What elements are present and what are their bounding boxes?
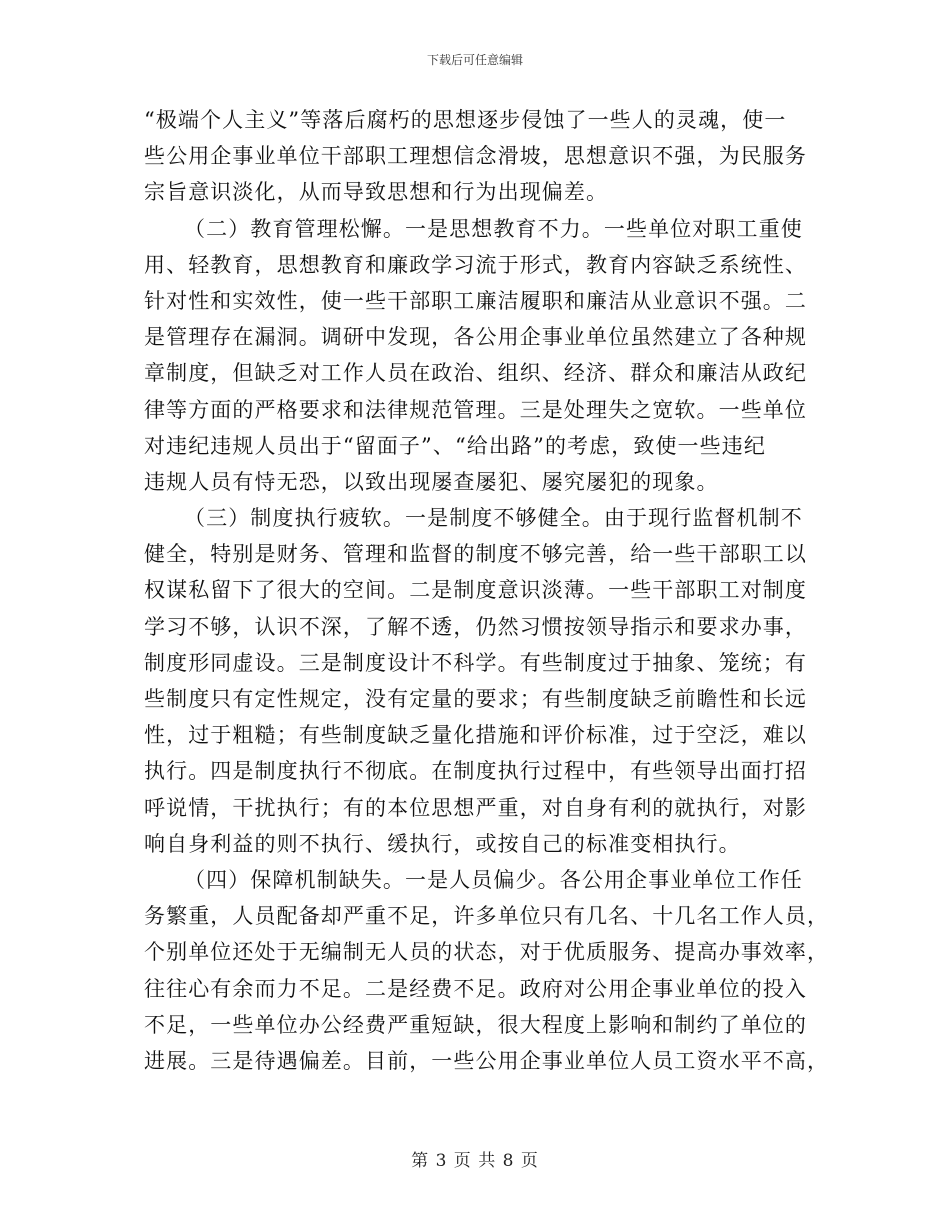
text-line: 性，过于粗糙；有些制度缺乏量化措施和评价标准，过于空泛，难以 [144, 723, 807, 748]
text-line: 权谋私留下了很大的空间。二是制度意识淡薄。一些干部职工对制度 [144, 578, 807, 603]
text-line: 制度形同虚设。三是制度设计不科学。有些制度过于抽象、笼统；有 [144, 650, 807, 675]
text-line: 健全，特别是财务、管理和监督的制度不够完善，给一些干部职工以 [144, 542, 807, 567]
paragraph-first-line: （二）教育管理松懈。一是思想教育不力。一些单位对职工重使 [184, 216, 803, 241]
text-line: 学习不够，认识不深，了解不透，仍然习惯按领导指示和要求办事， [144, 614, 807, 639]
paragraph-first-line: （四）保障机制缺失。一是人员偏少。各公用企事业单位工作任 [184, 867, 803, 892]
page-header-note: 下载后可任意编辑 [426, 53, 523, 67]
text-line: 进展。三是待遇偏差。目前，一些公用企事业单位人员工资水平不高， [144, 1048, 830, 1073]
text-line: 对违纪违规人员出于“留面子”、“给出路”的考虑，致使一些违纪 [144, 433, 766, 458]
text-line: 呼说情，干扰执行；有的本位思想严重，对自身有利的就执行，对影 [144, 795, 807, 820]
text-line: 律等方面的严格要求和法律规范管理。三是处理失之宽软。一些单位 [144, 397, 807, 422]
text-line: 用、轻教育，思想教育和廉政学习流于形式，教育内容缺乏系统性、 [144, 252, 807, 277]
text-line: “极端个人主义”等落后腐朽的思想逐步侵蚀了一些人的灵魂，使一 [144, 108, 787, 132]
text-line: 个别单位还处于无编制无人员的状态，对于优质服务、提高办事效率， [144, 940, 830, 965]
text-line: 针对性和实效性，使一些干部职工廉洁履职和廉洁从业意识不强。二 [144, 288, 807, 313]
document-body [144, 104, 830, 1081]
text-line: 章制度，但缺乏对工作人员在政治、组织、经济、群众和廉洁从政纪 [144, 361, 807, 386]
paragraph-first-line: （三）制度执行疲软。一是制度不够健全。由于现行监督机制不 [184, 506, 803, 531]
text-line: 些公用企事业单位干部职工理想信念滑坡，思想意识不强，为民服务 [144, 144, 807, 169]
text-line: 不足，一些单位办公经费严重短缺，很大程度上影响和制约了单位的 [144, 1012, 807, 1037]
text-line: 宗旨意识淡化，从而导致思想和行为出现偏差。 [144, 180, 609, 205]
text-line: 是管理存在漏洞。调研中发现，各公用企事业单位虽然建立了各种规 [144, 325, 807, 350]
text-line: 执行。四是制度执行不彻底。在制度执行过程中，有些领导出面打招 [144, 759, 807, 784]
page-number-footer: 第 3 页 共 8 页 [411, 1151, 539, 1171]
text-line: 响自身利益的则不执行、缓执行，或按自己的标准变相执行。 [144, 831, 741, 856]
text-line: 违规人员有恃无恐，以致出现屡查屡犯、屡究屡犯的现象。 [144, 469, 719, 494]
text-line: 往往心有余而力不足。二是经费不足。政府对公用企事业单位的投入 [144, 976, 807, 1001]
text-line: 些制度只有定性规定，没有定量的要求；有些制度缺乏前瞻性和长远 [144, 687, 807, 711]
text-line: 务繁重，人员配备却严重不足，许多单位只有几名、十几名工作人员， [144, 904, 830, 929]
